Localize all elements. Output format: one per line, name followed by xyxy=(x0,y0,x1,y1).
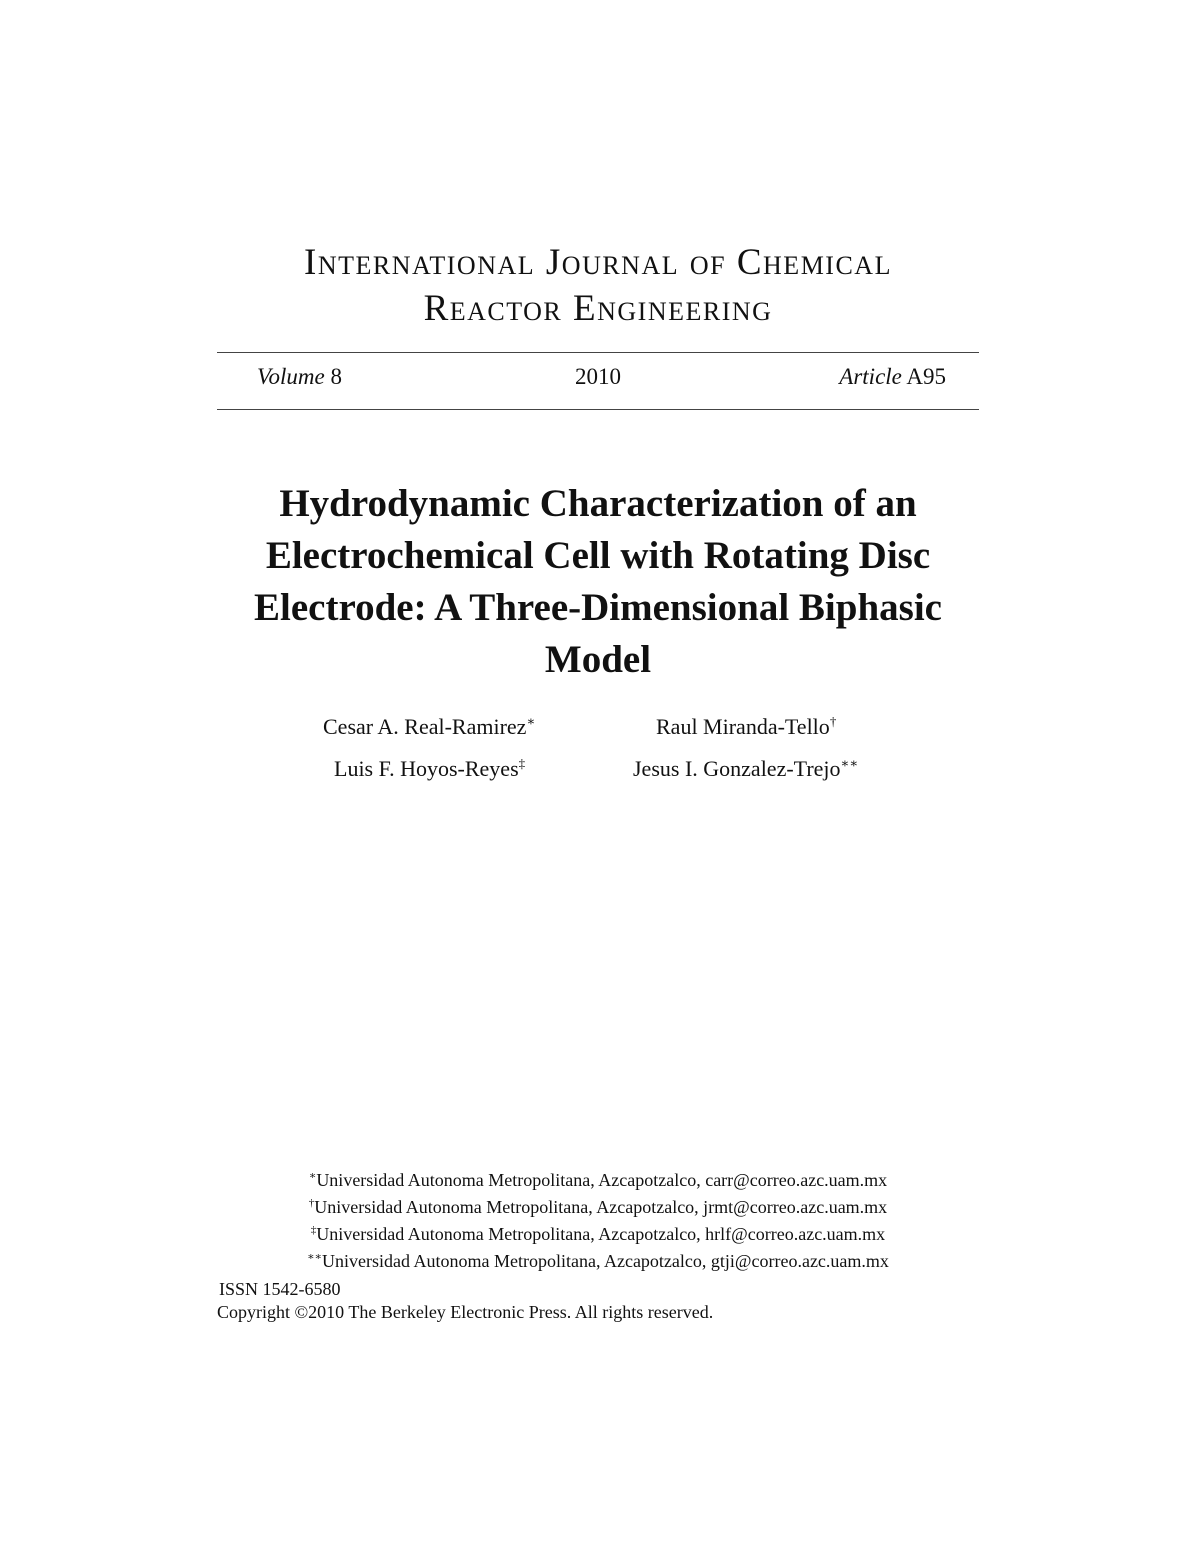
footnote-mark: ∗ xyxy=(308,1170,317,1182)
author-name: Jesus I. Gonzalez-Trejo xyxy=(633,756,841,781)
volume-number: 8 xyxy=(330,364,342,389)
paper-title-line: Electrode: A Three-Dimensional Biphasic xyxy=(254,586,942,629)
paper-title-line: Model xyxy=(544,638,652,681)
volume-label: Volume xyxy=(257,364,325,389)
affiliation-footnotes xyxy=(217,1167,979,1275)
author-footnote-mark: ∗∗ xyxy=(840,755,859,771)
author-miranda-tello xyxy=(656,713,836,741)
affiliation-text: Universidad Autonoma Metropolitana, Azcapotzalco, carr@correo.azc.uam.mx xyxy=(316,1170,888,1190)
author-footnote-mark: ‡ xyxy=(518,755,526,771)
header-rule-top xyxy=(217,352,979,353)
article-number: A95 xyxy=(906,364,946,389)
footnote-mark: † xyxy=(308,1197,315,1209)
article-info xyxy=(839,362,946,392)
paper-title-line: Electrochemical Cell with Rotating Disc xyxy=(265,534,931,577)
affiliation-text: Universidad Autonoma Metropolitana, Azcapotzalco, hrlf@correo.azc.uam.mx xyxy=(316,1224,886,1244)
copyright-notice: Copyright ©2010 The Berkeley Electronic Press. All rights reserved. xyxy=(217,1302,714,1322)
author-gonzalez-trejo xyxy=(633,755,858,783)
journal-name-line-2: Reactor Engineering xyxy=(423,288,773,329)
affiliation-footnote xyxy=(217,1248,979,1275)
paper-title-line: Hydrodynamic Characterization of an xyxy=(279,482,917,525)
author-name: Raul Miranda-Tello xyxy=(656,714,830,739)
header-rule-bottom xyxy=(217,409,979,410)
affiliation-footnote xyxy=(217,1221,979,1248)
paper-title xyxy=(217,478,979,686)
article-label: Article xyxy=(839,364,902,389)
author-name: Cesar A. Real-Ramirez xyxy=(323,714,527,739)
affiliation-footnote xyxy=(217,1167,979,1194)
author-footnote-mark: † xyxy=(829,713,837,729)
affiliation-text: Universidad Autonoma Metropolitana, Azcapotzalco, jrmt@correo.azc.uam.mx xyxy=(314,1197,888,1217)
publication-year: 2010 xyxy=(575,364,621,389)
journal-name xyxy=(217,240,979,332)
affiliation-text: Universidad Autonoma Metropolitana, Azcapotzalco, gtji@correo.azc.uam.mx xyxy=(322,1251,889,1271)
footnote-mark: ‡ xyxy=(310,1224,317,1236)
footnote-mark: ∗∗ xyxy=(307,1251,323,1263)
author-footnote-mark: ∗ xyxy=(526,713,536,729)
affiliation-footnote xyxy=(217,1194,979,1221)
issn: ISSN 1542-6580 xyxy=(219,1279,341,1299)
author-hoyos-reyes xyxy=(334,755,525,783)
journal-name-line-1: International Journal of Chemical xyxy=(304,242,892,283)
author-name: Luis F. Hoyos-Reyes xyxy=(334,756,519,781)
issue-info xyxy=(217,362,979,392)
author-real-ramirez xyxy=(323,713,535,741)
